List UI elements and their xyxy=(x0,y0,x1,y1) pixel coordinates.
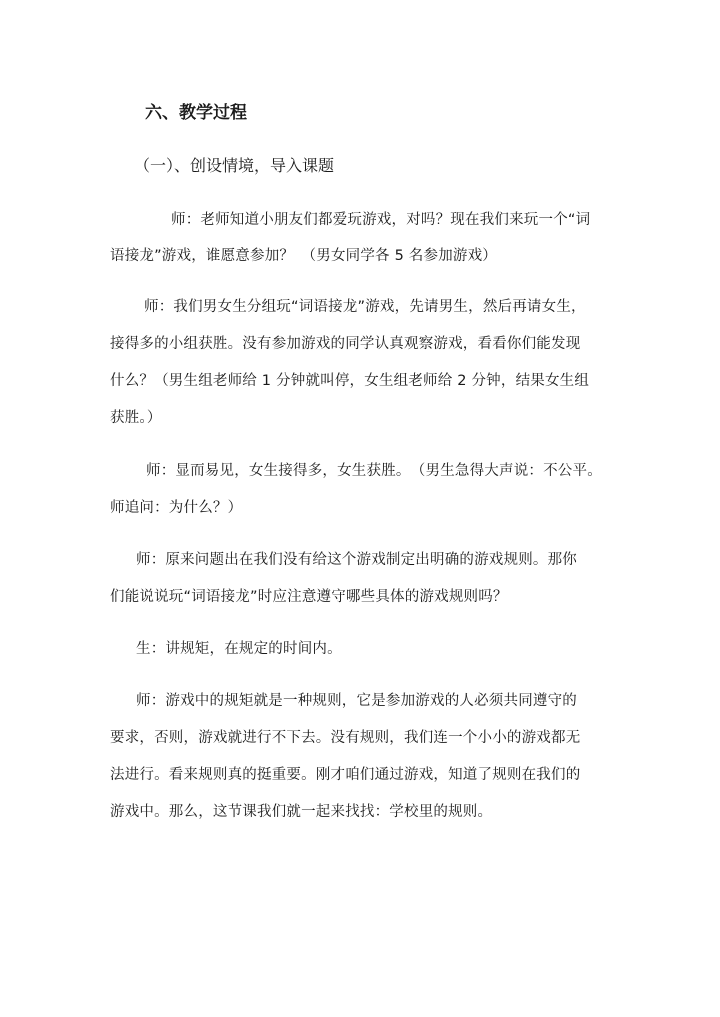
paragraph-line: 师：我们男女生分组玩“词语接龙”游戏，先请男生，然后再请女生， xyxy=(144,299,586,315)
paragraph-line: 们能说说玩“词语接龙”时应注意遵守哪些具体的游戏规则吗？ xyxy=(110,589,508,605)
paragraph-line: 师追问：为什么？） xyxy=(110,500,243,516)
paragraph-line: 语接龙”游戏，谁愿意参加？ （男女同学各 5 名参加游戏） xyxy=(110,248,498,264)
paragraph-line: 什么？（男生组老师给 1 分钟就叫停，女生组老师给 2 分钟，结果女生组 xyxy=(110,373,590,389)
paragraph-line: 游戏中。那么，这节课我们就一起来找找：学校里的规则。 xyxy=(110,804,493,820)
paragraph-line: 要求，否则，游戏就进行不下去。没有规则，我们连一个小小的游戏都无 xyxy=(110,730,581,746)
paragraph-line: 师：游戏中的规矩就是一种规则，它是参加游戏的人必须共同遵守的 xyxy=(136,693,577,709)
paragraph-line: 生：讲规矩，在规定的时间内。 xyxy=(136,641,342,657)
paragraph-line: 师：原来问题出在我们没有给这个游戏制定出明确的游戏规则。那你 xyxy=(136,552,577,568)
paragraph-line: 师：显而易见，女生接得多，女生获胜。 （男生急得大声说：不公平。 xyxy=(146,463,602,479)
section-title: 六、教学过程 xyxy=(145,103,247,123)
paragraph-line: 师：老师知道小朋友们都爱玩游戏，对吗？现在我们来玩一个“词 xyxy=(171,212,591,228)
paragraph-line: 获胜。） xyxy=(110,410,162,426)
paragraph-line: 法进行。看来规则真的挺重要。刚才咱们通过游戏，知道了规则在我们的 xyxy=(110,767,581,783)
subsection-title: （一）、创设情境，导入课题 xyxy=(134,156,335,175)
paragraph-line: 接得多的小组获胜。没有参加游戏的同学认真观察游戏，看看你们能发现 xyxy=(110,336,581,352)
